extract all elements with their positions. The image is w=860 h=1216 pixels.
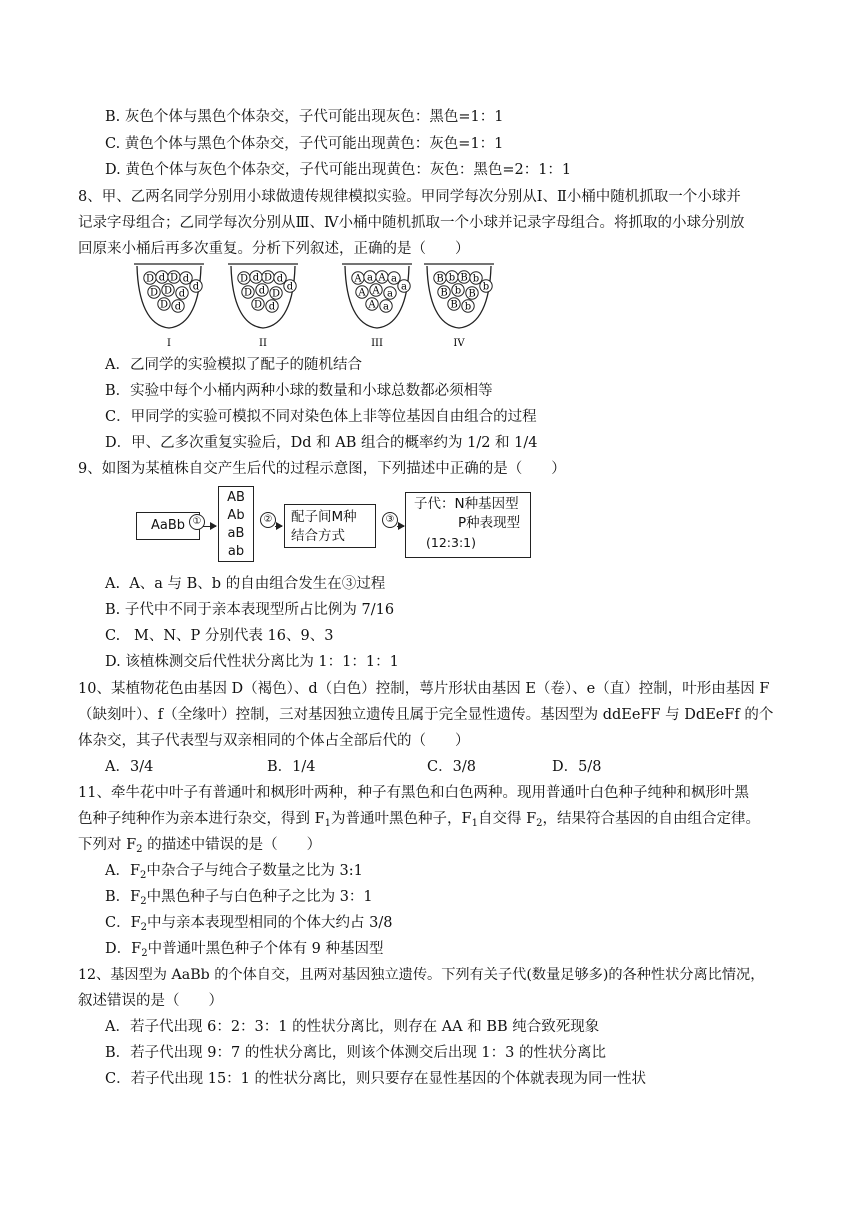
option-text: 若子代出现 15：1 的性状分离比，则只要存在显性基因的个体就表现为同一性状 bbox=[130, 1071, 647, 1087]
stem-text: 下列对 F bbox=[78, 837, 137, 853]
q8-option-c bbox=[105, 408, 537, 426]
option-text: 甲同学的实验可模拟不同对染色体上非等位基因自由组合的过程 bbox=[130, 409, 537, 425]
option-text: M、N、P 分别代表 16、9、3 bbox=[134, 628, 334, 644]
combination-box bbox=[284, 504, 376, 548]
ball-letter: D bbox=[163, 285, 173, 297]
option-text: 黄色个体与灰色个体杂交，子代可能出现黄色：灰色：黑色=2：1：1 bbox=[125, 162, 572, 178]
gamete: Ab bbox=[227, 508, 245, 523]
q12-option-b bbox=[105, 1044, 606, 1062]
option-letter: A． bbox=[105, 759, 130, 775]
arrow-2 bbox=[275, 526, 282, 527]
offspring-line-2: P种表现型 bbox=[458, 515, 521, 531]
option-text: 甲、乙多次重复实验后，Dd 和 AB 组合的概率约为 1/2 和 1/4 bbox=[131, 435, 538, 451]
option-letter: D． bbox=[105, 435, 132, 451]
q7-option-b bbox=[105, 108, 503, 126]
q10-option-a bbox=[105, 758, 267, 776]
parent-genotype: AaBb bbox=[150, 518, 186, 533]
option-text: A、a 与 B、b 的自由组合发生在③过程 bbox=[129, 576, 386, 592]
gamete: AB bbox=[227, 490, 245, 505]
ball-letter: D bbox=[271, 288, 281, 300]
option-letter: B． bbox=[267, 759, 293, 775]
q11-option-d bbox=[105, 940, 384, 963]
step-3-marker: ③ bbox=[382, 512, 398, 528]
subscript: 2 bbox=[140, 870, 147, 881]
subscript: 2 bbox=[136, 844, 143, 855]
combination-line-2: 结合方式 bbox=[291, 528, 345, 544]
option-letter: D． bbox=[552, 759, 579, 775]
option-text: 实验中每个小桶内两种小球的数量和小球总数都必须相等 bbox=[130, 383, 493, 399]
stem-text: ，结果符合基因的自由组合定律。 bbox=[542, 811, 761, 827]
bucket-4 bbox=[424, 264, 494, 349]
option-text: 若子代出现 9：7 的性状分离比，则该个体测交后出现 1：3 的性状分离比 bbox=[130, 1045, 606, 1061]
ball-letter: b bbox=[448, 272, 456, 284]
q9-option-d bbox=[105, 653, 399, 671]
option-text: F bbox=[131, 941, 142, 957]
q9-option-a bbox=[105, 575, 385, 593]
option-letter: B． bbox=[105, 1045, 131, 1061]
offspring-box bbox=[405, 492, 531, 558]
option-letter: C． bbox=[105, 409, 131, 425]
q11-stem-line-1: 11、牵牛花中叶子有普通叶和枫形叶两种，种子有黑色和白色两种。现用普通叶白色种子纯种和枫形叶黑 bbox=[78, 785, 749, 801]
ball-letter: d bbox=[182, 273, 190, 285]
ball-letter: D bbox=[243, 287, 253, 299]
ball-letter: d bbox=[252, 272, 260, 284]
option-letter: A． bbox=[105, 357, 130, 373]
ball-letter: d bbox=[178, 288, 186, 300]
q10-options bbox=[105, 758, 601, 776]
ball-letter: a bbox=[401, 281, 407, 293]
gametes-box bbox=[218, 486, 254, 562]
q8-stem-line-2: 记录字母组合；乙同学每次分别从Ⅲ、Ⅳ小桶中随机抓取一个小球并记录字母组合。将抓取的小球分别放 bbox=[78, 215, 745, 231]
q8-option-a bbox=[105, 356, 362, 374]
q12-option-c bbox=[105, 1070, 646, 1088]
option-text: 灰色个体与黑色个体杂交，子代可能出现灰色：黑色=1：1 bbox=[124, 109, 504, 125]
q12-stem-line-1: 12、基因型为 AaBb 的个体自交，且两对基因独立遗传。下列有关子代(数量足够多)的各种性状分离比情况， bbox=[78, 967, 765, 983]
ball-letter: b bbox=[472, 273, 480, 285]
option-letter: B. bbox=[105, 109, 121, 125]
offspring-line-1: 子代：N种基因型 bbox=[414, 496, 519, 512]
option-text: 若子代出现 6：2：3：1 的性状分离比，则存在 AA 和 BB 纯合致死现象 bbox=[129, 1019, 600, 1035]
stem-text: 的描述中错误的是（ ） bbox=[142, 837, 322, 853]
ball-letter: d bbox=[276, 273, 284, 285]
ball-letter: a bbox=[391, 273, 397, 285]
q9-stem: 9、如图为某植株自交产生后代的过程示意图，下列描述中正确的是（ ） bbox=[78, 461, 566, 477]
option-letter: A． bbox=[105, 863, 130, 879]
ball-letter: D bbox=[145, 273, 155, 285]
gamete: ab bbox=[227, 544, 245, 559]
step-1-marker: ① bbox=[189, 514, 205, 530]
subscript: 2 bbox=[141, 948, 148, 959]
ball-letter: b bbox=[454, 285, 462, 297]
q11-option-a bbox=[105, 862, 363, 885]
arrow-3 bbox=[397, 526, 404, 527]
stem-text: 自交得 F bbox=[477, 811, 537, 827]
stem-text: 为普通叶黑色种子，F bbox=[331, 811, 472, 827]
option-letter: C． bbox=[427, 759, 453, 775]
option-letter: C. bbox=[105, 628, 121, 644]
option-letter: B. bbox=[105, 602, 121, 618]
ball-letter: D bbox=[253, 299, 263, 311]
option-text: 子代中不同于亲本表现型所占比例为 7/16 bbox=[124, 602, 395, 618]
option-text: 中普通叶黑色种子个体有 9 种基因型 bbox=[147, 941, 384, 957]
ball-letter: D bbox=[239, 273, 249, 285]
q10-option-d bbox=[552, 758, 601, 776]
bucket-1 bbox=[134, 264, 204, 349]
q7-option-c bbox=[105, 135, 503, 153]
option-letter: C． bbox=[105, 1071, 131, 1087]
ball-letter: A bbox=[378, 272, 386, 284]
ball-letter: B bbox=[460, 272, 468, 284]
q12-stem-line-2: 叙述错误的是（ ） bbox=[78, 993, 223, 1009]
ball-letter: B bbox=[450, 299, 458, 311]
ball-letter: D bbox=[263, 272, 273, 284]
option-letter: C. bbox=[105, 136, 121, 152]
q8-option-d bbox=[105, 434, 538, 452]
ball-letter: B bbox=[440, 287, 448, 299]
ball-letter: D bbox=[169, 272, 179, 284]
ball-letter: B bbox=[468, 288, 476, 300]
option-text: F bbox=[130, 915, 141, 931]
option-text: 黄色个体与黑色个体杂交，子代可能出现黄色：灰色=1：1 bbox=[124, 136, 504, 152]
option-text: 3/4 bbox=[129, 759, 154, 775]
ball-letter: d bbox=[258, 285, 266, 297]
option-letter: C． bbox=[105, 915, 131, 931]
q12-option-a bbox=[105, 1018, 599, 1036]
q10-option-b bbox=[267, 758, 427, 776]
ball-letter: a bbox=[383, 301, 389, 313]
ball-letter: d bbox=[192, 281, 200, 293]
option-text: 中杂合子与纯合子数量之比为 3:1 bbox=[146, 863, 363, 879]
option-letter: D. bbox=[105, 162, 121, 178]
option-text: F bbox=[130, 889, 141, 905]
process-diagram bbox=[132, 486, 552, 562]
ball-letter: d bbox=[158, 272, 166, 284]
ball-letter: A bbox=[368, 299, 376, 311]
q9-option-c bbox=[105, 627, 333, 645]
bucket-label: II bbox=[259, 338, 267, 349]
stem-text: 色种子纯种作为亲本进行杂交，得到 F bbox=[78, 811, 325, 827]
ball-letter: d bbox=[286, 281, 294, 293]
q8-stem-line-1: 8、甲、乙两名同学分别用小球做遗传规律模拟实验。甲同学每次分别从Ⅰ、Ⅱ小桶中随机抓取一个小球并 bbox=[78, 189, 741, 205]
q11-stem-line-3 bbox=[78, 836, 321, 859]
q7-option-d bbox=[105, 161, 571, 179]
option-letter: D. bbox=[105, 654, 121, 670]
subscript: 2 bbox=[536, 818, 543, 829]
bucket-3 bbox=[342, 264, 412, 349]
bucket-diagram bbox=[128, 260, 508, 350]
bucket-label: III bbox=[371, 338, 383, 349]
ball-letter: a bbox=[387, 288, 393, 300]
subscript: 1 bbox=[324, 818, 332, 829]
subscript: 2 bbox=[140, 922, 148, 933]
q8-option-b bbox=[105, 382, 493, 400]
option-text: 乙同学的实验模拟了配子的随机结合 bbox=[129, 357, 362, 373]
option-text: 1/4 bbox=[292, 759, 316, 775]
q10-stem-line-1: 10、某植物花色由基因 D（褐色）、d（白色）控制，萼片形状由基因 E（卷）、e（直）控制，叶形由基因 F bbox=[78, 681, 770, 697]
q11-option-c bbox=[105, 914, 393, 937]
bucket-label: I bbox=[167, 338, 171, 349]
option-text: 中黑色种子与白色种子之比为 3：1 bbox=[146, 889, 373, 905]
ball-letter: B bbox=[436, 273, 444, 285]
q11-stem-line-2 bbox=[78, 810, 760, 833]
ball-letter: D bbox=[159, 299, 169, 311]
option-text: 3/8 bbox=[452, 759, 476, 775]
option-letter: D． bbox=[105, 941, 132, 957]
option-text: 该植株测交后代性状分离比为 1：1：1：1 bbox=[125, 654, 399, 670]
step-2-marker: ② bbox=[260, 512, 276, 528]
bucket-label: IV bbox=[453, 338, 465, 349]
option-letter: B． bbox=[105, 889, 131, 905]
q10-stem-line-2: （缺刻叶）、f（全缘叶）控制，三对基因独立遗传且属于完全显性遗传。基因型为 ddEeFF 与 DdEeFf 的个 bbox=[78, 707, 774, 723]
ball-letter: A bbox=[358, 287, 366, 299]
offspring-ratio: (12:3:1) bbox=[426, 535, 476, 550]
ball-letter: d bbox=[174, 301, 182, 313]
combination-line-1: 配子间M种 bbox=[291, 509, 357, 525]
option-text: 5/8 bbox=[578, 759, 602, 775]
option-text: 中与亲本表现型相同的个体大约占 3/8 bbox=[147, 915, 393, 931]
gamete: aB bbox=[227, 526, 245, 541]
option-text: F bbox=[129, 863, 141, 879]
q10-stem-line-3: 体杂交，其子代表型与双亲相同的个体占全部后代的（ ） bbox=[78, 733, 470, 749]
q8-stem-line-3: 回原来小桶后再多次重复。分析下列叙述，正确的是（ ） bbox=[78, 241, 470, 257]
ball-letter: d bbox=[268, 301, 276, 313]
option-letter: A. bbox=[105, 576, 121, 592]
ball-letter: b bbox=[464, 301, 472, 313]
q10-option-c bbox=[427, 758, 552, 776]
bucket-figure bbox=[128, 260, 508, 350]
ball-letter: b bbox=[482, 281, 490, 293]
option-letter: B． bbox=[105, 383, 131, 399]
bucket-2 bbox=[228, 264, 298, 349]
ball-letter: a bbox=[367, 272, 373, 284]
q11-option-b bbox=[105, 888, 373, 911]
ball-letter: A bbox=[354, 273, 362, 285]
subscript: 1 bbox=[471, 818, 478, 829]
subscript: 2 bbox=[140, 896, 147, 907]
option-letter: A． bbox=[105, 1019, 130, 1035]
ball-letter: A bbox=[372, 285, 380, 297]
ball-letter: D bbox=[149, 287, 159, 299]
q9-option-b bbox=[105, 601, 394, 619]
